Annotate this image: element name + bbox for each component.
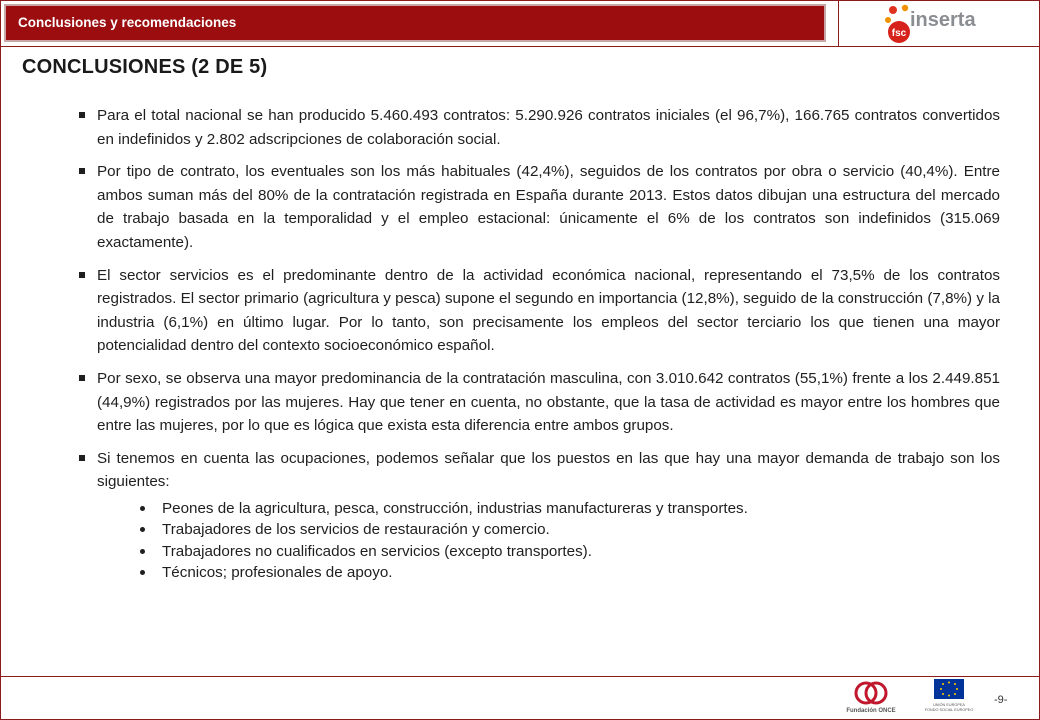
paragraph-text: Para el total nacional se han producido 5.460.493 contratos: 5.290.926 contratos iniciales (el 96,7%), 166.765 contratos convertidos en indefinidos y 2.802 adscripciones de colaboración social.	[97, 107, 1000, 148]
inserta-logo	[882, 4, 992, 46]
paragraph-text: Por tipo de contrato, los eventuales son los más habituales (42,4%), seguidos de los contratos por obra o servicio (40,4%). Entre ambos suman más del 80% de la contratación registrada en España durante 2013. Estos datos dibujan una estructura del mercado de trabajo basada en la temporalidad y el empleo estacional: únicamente el 6% de los contratos son indefinidos (315.069 exactamente).	[97, 163, 1000, 251]
square-bullet-icon	[79, 455, 85, 461]
logo-badge-text: fsc	[891, 28, 907, 39]
section-header-band	[4, 4, 826, 42]
fundacion-once-label: Fundación ONCE	[846, 708, 896, 714]
conclusion-paragraph	[78, 447, 1000, 494]
round-bullet-icon	[140, 506, 145, 511]
footer-logos	[846, 678, 986, 718]
paragraph-text: Por sexo, se observa una mayor predominancia de la contratación masculina, con 3.010.642 contratos (55,1%) frente a los 2.449.851 (44,9%) registrados por las mujeres. Hay que tener en cuenta, no obstante, que la tasa de actividad es mayor entre los hombres que entre las mujeres, por lo que es lógica que exista esta diferencia entre ambos grupos.	[97, 369, 1000, 435]
conclusion-paragraph	[78, 160, 1000, 254]
page-title: CONCLUSIONES (2 DE 5)	[22, 56, 268, 78]
section-label: Conclusiones y recomendaciones	[18, 15, 237, 30]
footer-rule	[0, 676, 1040, 677]
conclusions-body	[78, 104, 1000, 584]
square-bullet-icon	[79, 375, 85, 381]
round-bullet-icon	[140, 527, 145, 532]
list-item: Peones de la agricultura, pesca, construcción, industrias manufactureras y transportes.	[140, 498, 1000, 520]
paragraph-text: El sector servicios es el predominante dentro de la actividad económica nacional, representando el 73,5% de los contratos registrados. El sector primario (agricultura y pesca) supone el segundo en importancia (12,8%), seguido de la construcción (7,8%) y la industria (6,1%) en último lugar. Por lo tanto, son precisamente los empleos del sector terciario los que tienen una mayor potencialidad dentro del contexto socioeconómico español.	[97, 266, 1000, 355]
page-number: -9-	[994, 694, 1008, 706]
eu-label: UNIÓN EUROPEA	[933, 703, 965, 707]
fundacion-once-logo	[846, 683, 895, 714]
conclusion-paragraph	[78, 367, 1000, 438]
square-bullet-icon	[79, 112, 85, 118]
list-item: Técnicos; profesionales de apoyo.	[140, 562, 1000, 584]
list-item: Trabajadores de los servicios de restauración y comercio.	[140, 519, 1000, 541]
conclusion-paragraph	[78, 104, 1000, 151]
occupations-list	[78, 498, 1000, 584]
logo-wordmark: inserta	[910, 9, 976, 31]
round-bullet-icon	[140, 570, 145, 575]
round-bullet-icon	[140, 549, 145, 554]
eu-flag-icon	[925, 679, 974, 712]
paragraph-text: Si tenemos en cuenta las ocupaciones, podemos señalar que los puestos en las que hay una mayor demanda de trabajo son los siguientes:	[97, 449, 1000, 491]
esf-label: FONDO SOCIAL EUROPEO	[924, 708, 974, 712]
square-bullet-icon	[79, 168, 85, 174]
header-divider	[838, 0, 839, 46]
list-item: Trabajadores no cualificados en servicios (excepto transportes).	[140, 541, 1000, 563]
conclusion-paragraph	[78, 264, 1000, 358]
square-bullet-icon	[79, 272, 85, 278]
header-rule	[0, 46, 1040, 47]
